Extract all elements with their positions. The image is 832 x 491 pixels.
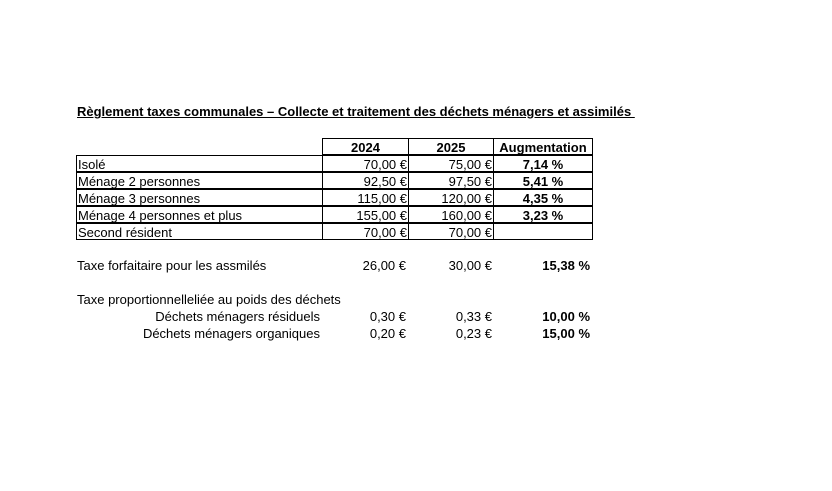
forfait-augmentation: 15,38 % xyxy=(542,258,590,273)
row-value-2024: 92,50 € xyxy=(322,172,409,189)
document-title: Règlement taxes communales – Collecte et traitement des déchets ménagers et assimilés xyxy=(77,104,635,119)
row-label: Ménage 3 personnes xyxy=(76,189,323,206)
row-augmentation: 5,41 % xyxy=(493,172,593,189)
row-augmentation: 7,14 % xyxy=(493,155,593,172)
row-value-2025: 97,50 € xyxy=(408,172,494,189)
proportional-row-label: Déchets ménagers organiques xyxy=(142,326,320,341)
row-augmentation: 3,23 % xyxy=(493,206,593,223)
row-label: Isolé xyxy=(76,155,323,172)
row-augmentation: 4,35 % xyxy=(493,189,593,206)
row-value-2024: 70,00 € xyxy=(322,155,409,172)
forfait-label: Taxe forfaitaire pour les assmilés xyxy=(77,258,267,273)
header-augmentation: Augmentation xyxy=(493,138,593,155)
row-value-2025: 120,00 € xyxy=(408,189,494,206)
row-value-2024: 155,00 € xyxy=(322,206,409,223)
row-value-2025: 70,00 € xyxy=(408,223,494,240)
proportional-augmentation: 15,00 % xyxy=(542,326,590,341)
row-value-2024: 70,00 € xyxy=(322,223,409,240)
forfait-value-2024: 26,00 € xyxy=(362,258,406,273)
row-value-2025: 75,00 € xyxy=(408,155,494,172)
proportional-row-label: Déchets ménagers résiduels xyxy=(155,309,320,324)
row-label: Ménage 4 personnes et plus xyxy=(76,206,323,223)
proportional-augmentation: 10,00 % xyxy=(542,309,590,324)
proportional-value-2024: 0,30 € xyxy=(369,309,406,324)
proportional-value-2025: 0,23 € xyxy=(455,326,492,341)
proportional-value-2024: 0,20 € xyxy=(369,326,406,341)
row-augmentation xyxy=(493,223,593,240)
proportional-value-2025: 0,33 € xyxy=(455,309,492,324)
row-value-2025: 160,00 € xyxy=(408,206,494,223)
header-2024: 2024 xyxy=(322,138,409,155)
header-2025: 2025 xyxy=(408,138,494,155)
forfait-value-2025: 30,00 € xyxy=(448,258,492,273)
row-value-2024: 115,00 € xyxy=(322,189,409,206)
row-label: Ménage 2 personnes xyxy=(76,172,323,189)
row-label: Second résident xyxy=(76,223,323,240)
proportional-label: Taxe proportionnelleliée au poids des déchets xyxy=(77,292,341,307)
